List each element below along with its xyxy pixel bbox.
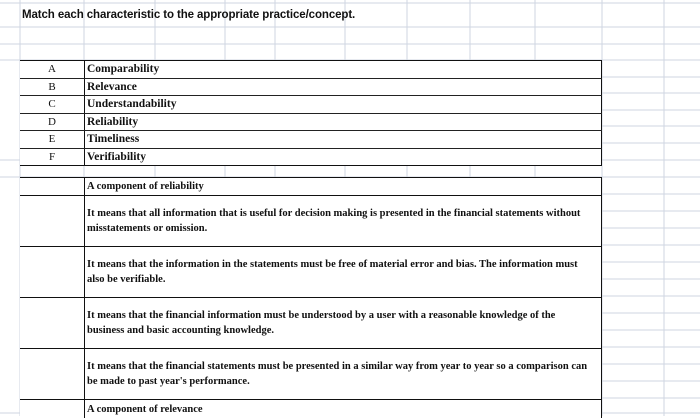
answer-cell[interactable] <box>20 400 84 418</box>
concept-row-a <box>20 61 602 79</box>
characteristic-row <box>20 178 602 196</box>
answer-cell[interactable] <box>20 178 84 195</box>
answer-cell[interactable] <box>20 298 84 348</box>
answer-cell[interactable] <box>20 349 84 399</box>
characteristic-text[interactable]: A component of relevance <box>84 400 602 418</box>
concept-name[interactable]: Relevance <box>84 79 602 96</box>
concept-letter: E <box>48 133 56 145</box>
characteristic-text[interactable]: It means that all information that is useful for decision making is presented in the financial statements without misstatements or omission. <box>84 196 602 246</box>
concept-row-d <box>20 114 602 132</box>
answer-cell[interactable] <box>20 247 84 297</box>
characteristic-row <box>20 298 602 349</box>
concept-row-f <box>20 149 602 166</box>
characteristic-text[interactable]: It means that the information in the statements must be free of material error and bias. The information must also be verifiable. <box>84 247 602 297</box>
concept-name[interactable]: Verifiability <box>84 149 602 166</box>
answer-cell[interactable] <box>20 196 84 246</box>
concept-name[interactable]: Understandability <box>84 96 602 113</box>
concept-row-b <box>20 79 602 97</box>
characteristics-table <box>20 177 602 418</box>
concept-letter: B <box>48 80 56 93</box>
characteristic-text[interactable]: It means that the financial statements must be presented in a similar way from year to year so a comparison can be made to past year's performance. <box>84 349 602 399</box>
instructions-text: Match each characteristic to the appropriate practice/concept. <box>22 9 356 21</box>
concept-name[interactable]: Timeliness <box>84 131 602 148</box>
characteristic-row <box>20 196 602 247</box>
concept-letter: A <box>48 63 56 75</box>
concept-row-c <box>20 96 602 114</box>
concept-name[interactable]: Comparability <box>84 61 602 78</box>
characteristic-row <box>20 247 602 298</box>
concept-letter: D <box>48 115 56 128</box>
concept-table <box>20 60 602 166</box>
characteristic-text[interactable]: It means that the financial information must be understood by a user with a reasonable knowledge of the business and basic accounting knowledge. <box>84 298 602 348</box>
characteristic-row <box>20 400 602 418</box>
characteristic-row <box>20 349 602 400</box>
concept-letter: F <box>48 150 56 163</box>
characteristic-text[interactable]: A component of reliability <box>84 178 602 195</box>
concept-row-e <box>20 131 602 149</box>
concept-letter: C <box>48 98 56 110</box>
concept-name[interactable]: Reliability <box>84 114 602 131</box>
